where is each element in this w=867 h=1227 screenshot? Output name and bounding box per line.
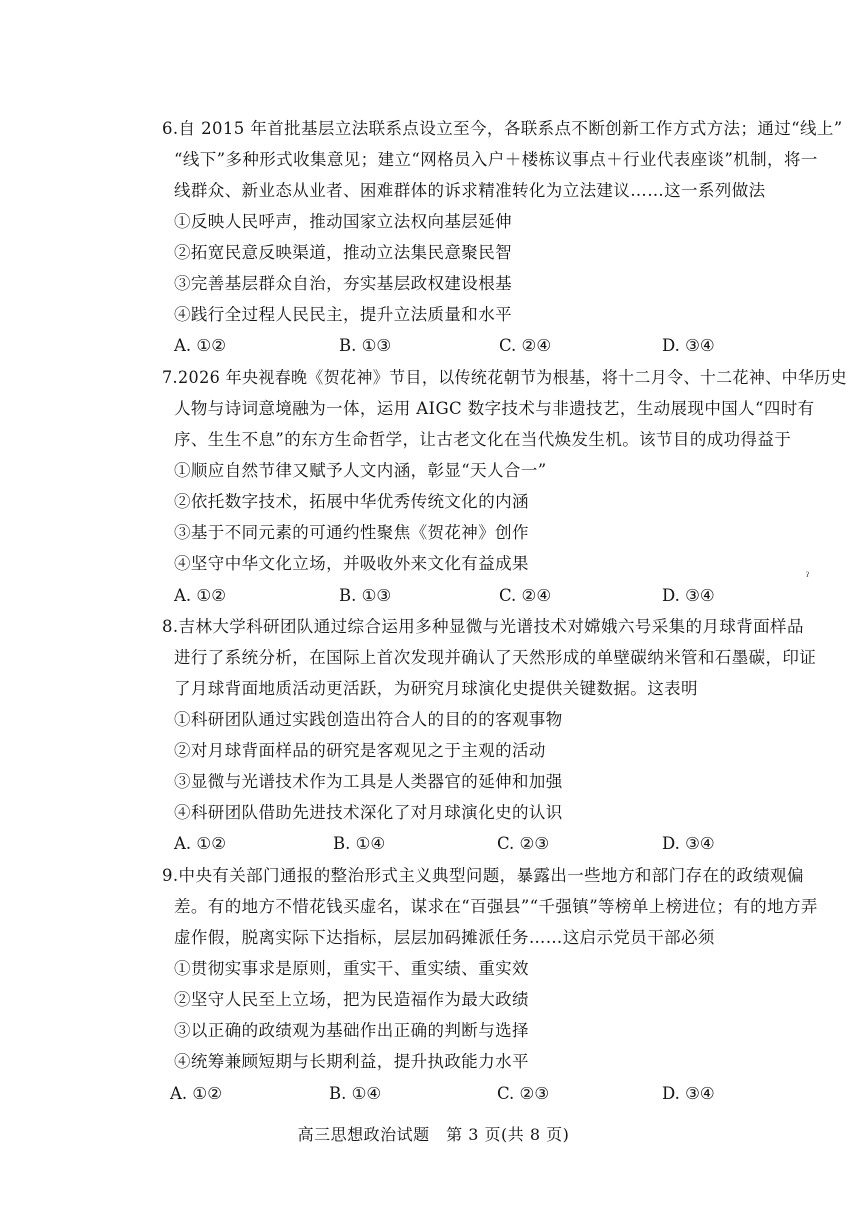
question-9-option-2: ②坚守人民至上立场，把为民造福作为最大政绩 xyxy=(174,990,529,1009)
question-6-choice-d: D. ③④ xyxy=(662,336,715,355)
stray-mark: ˀ xyxy=(806,570,810,584)
question-7-choice-c: C. ②④ xyxy=(499,586,552,605)
question-9-line-3: 虚作假，脱离实际下达指标，层层加码摊派任务……这启示党员干部必须 xyxy=(174,928,715,947)
question-7-line-1: 7.2026 年央视春晚《贺花神》节目，以传统花朝节为根基，将十二月令、十二花神、中华历史 xyxy=(162,368,847,387)
question-9-line-1: 9.中央有关部门通报的整治形式主义典型问题，暴露出一些地方和部门存在的政绩观偏 xyxy=(162,866,804,885)
question-6-choice-b: B. ①③ xyxy=(339,336,392,355)
question-9-option-3: ③以正确的政绩观为基础作出正确的判断与选择 xyxy=(174,1021,529,1040)
question-7-choice-a: A. ①② xyxy=(174,586,226,605)
question-9-choice-c: C. ②③ xyxy=(497,1084,550,1103)
question-8-option-4: ④科研团队借助先进技术深化了对月球演化史的认识 xyxy=(174,803,563,822)
question-8-choice-b: B. ①④ xyxy=(333,834,386,853)
page-footer: 高三思想政治试题 第 3 页(共 8 页) xyxy=(297,1125,570,1144)
question-8-option-2: ②对月球背面样品的研究是客观见之于主观的活动 xyxy=(174,741,546,760)
question-9-line-2: 差。有的地方不惜花钱买虚名，谋求在“百强县”“千强镇”等榜单上榜进位；有的地方弄 xyxy=(174,897,818,916)
question-8-line-3: 了月球背面地质活动更活跃，为研究月球演化史提供关键数据。这表明 xyxy=(174,679,698,698)
question-6-line-3: 线群众、新业态从业者、困难群体的诉求精准转化为立法建议……这一系列做法 xyxy=(174,181,766,200)
question-6-option-3: ③完善基层群众自治，夯实基层政权建设根基 xyxy=(174,274,512,293)
question-9-choice-d: D. ③④ xyxy=(662,1084,715,1103)
question-8-choice-c: C. ②③ xyxy=(497,834,550,853)
question-7-line-2: 人物与诗词意境融为一体，运用 AIGC 数字技术与非遗技艺，生动展现中国人“四时有 xyxy=(174,399,815,418)
question-7-choice-b: B. ①③ xyxy=(339,586,392,605)
question-9-choice-a: A. ①② xyxy=(170,1084,222,1103)
question-7-line-3: 序、生生不息”的东方生命哲学，让古老文化在当代焕发生机。该节目的成功得益于 xyxy=(174,430,792,449)
question-9-choice-b: B. ①④ xyxy=(329,1084,382,1103)
question-8-line-1: 8.吉林大学科研团队通过综合运用多种显微与光谱技术对嫦娥六号采集的月球背面样品 xyxy=(162,617,804,636)
question-6-line-2: “线下”多种形式收集意见；建立“网格员入户＋楼栋议事点＋行业代表座谈”机制，将一 xyxy=(174,150,818,169)
question-7-option-4: ④坚守中华文化立场，并吸收外来文化有益成果 xyxy=(174,554,529,573)
question-7-option-1: ①顺应自然节律又赋予人文内涵，彰显“天人合一” xyxy=(174,461,547,480)
question-9-option-4: ④统筹兼顾短期与长期利益，提升执政能力水平 xyxy=(174,1052,529,1071)
question-8-line-2: 进行了系统分析，在国际上首次发现并确认了天然形成的单壁碳纳米管和石墨碳，印证 xyxy=(174,648,817,667)
question-6-line-1: 6.自 2015 年首批基层立法联系点设立至今，各联系点不断创新工作方式方法；通过“线上” xyxy=(162,119,843,138)
question-8-option-1: ①科研团队通过实践创造出符合人的目的的客观事物 xyxy=(174,710,563,729)
question-7-choice-d: D. ③④ xyxy=(662,586,715,605)
question-9-option-1: ①贯彻实事求是原则，重实干、重实绩、重实效 xyxy=(174,959,529,978)
question-8-option-3: ③显微与光谱技术作为工具是人类器官的延伸和加强 xyxy=(174,772,563,791)
question-7-option-2: ②依托数字技术，拓展中华优秀传统文化的内涵 xyxy=(174,492,529,511)
question-6-option-1: ①反映人民呼声，推动国家立法权向基层延伸 xyxy=(174,212,512,231)
question-6-option-2: ②拓宽民意反映渠道，推动立法集民意聚民智 xyxy=(174,243,512,262)
question-6-option-4: ④践行全过程人民民主，提升立法质量和水平 xyxy=(174,305,512,324)
question-8-choice-d: D. ③④ xyxy=(662,834,715,853)
question-8-choice-a: A. ①② xyxy=(174,834,226,853)
question-7-option-3: ③基于不同元素的可通约性聚焦《贺花神》创作 xyxy=(174,523,529,542)
question-6-choice-c: C. ②④ xyxy=(499,336,552,355)
question-6-choice-a: A. ①② xyxy=(174,336,226,355)
